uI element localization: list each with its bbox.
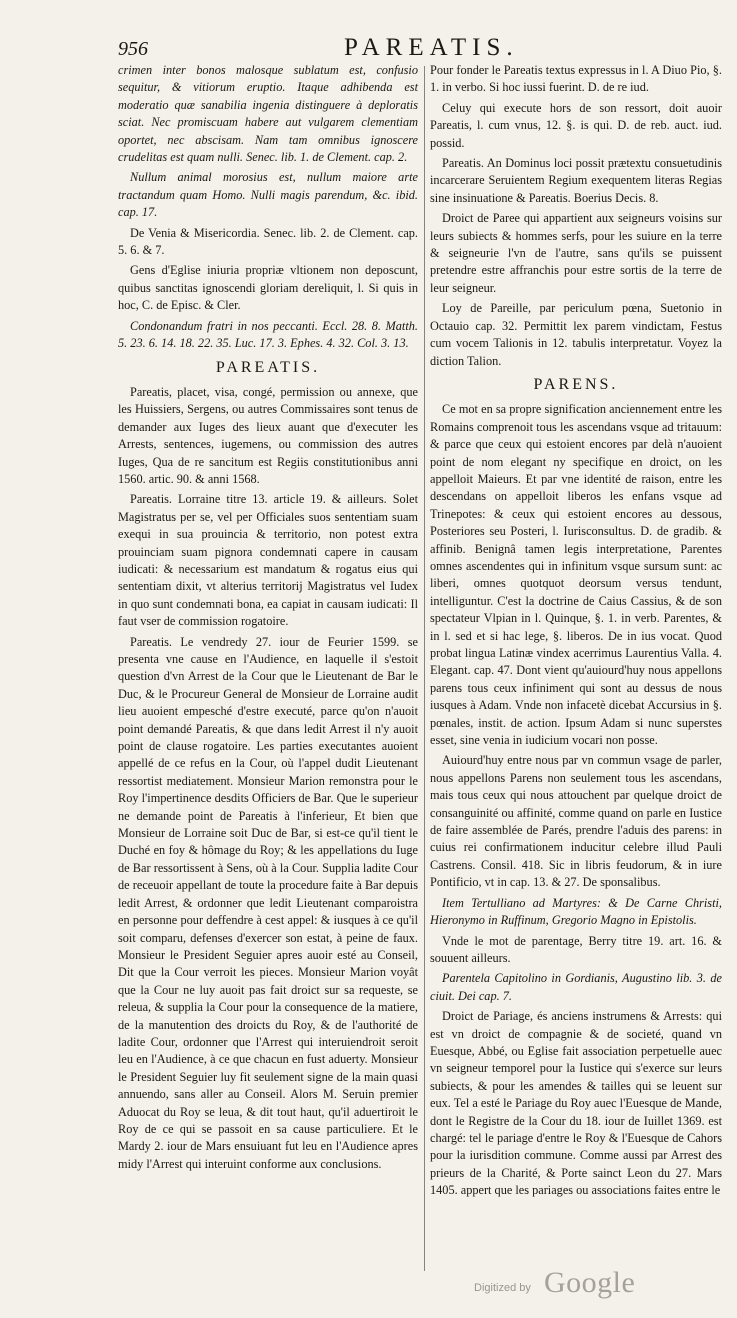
- page-number: 956: [118, 38, 148, 60]
- paragraph: Droict de Paree qui appartient aux seigneurs voisins sur leurs subiects & hommes serfs, pour les suiure en la terre & seigneurie l'vn de l'autre, sans qu'ils se puissent pretendre estre affranchis pour estre sortis de la terre de leur seigneur.: [430, 211, 722, 295]
- paragraph: Nullum animal morosius est, nullum maiore arte tractandum quam Homo. Nulli magis parendum, &c. ibid. cap. 17.: [118, 170, 418, 220]
- paragraph: Pour fonder le Pareatis textus expressus in l. A Diuo Pio, §. 1. in verbo. Si hoc iussi fuerint. D. de re iud.: [430, 63, 722, 95]
- paragraph: Droict de Pariage, és anciens instrumens & Arrests: qui est vn droict de compagnie & de societé, quand vn Euesque, Abbé, ou Eglise fait association perpetuelle auec vn seigneur temporel pour la Iustice qui s'exerce sur leurs subiects, & pour les amendes & tailles qui se leuent sur eux. Tel a esté le Pariage du Roy auec l'Euesque de Mande, dont le Registre de la Cour du 18. iour de Iuillet 1369. est chargé: tel le pariage d'entre le Roy & l'Euesque de Cahors pour la iurisdition commune. Comme aussi par Arrest des prieurs de la Charité, & Porte sainct Leon du 27. Mars 1405. appert que les pariages ou associations faites entre le: [430, 1009, 722, 1198]
- paragraph: Pareatis. Lorraine titre 13. article 19. & ailleurs. Solet Magistratus per se, vel per Officiales suos sententiam suam exequi in sua prouincia & territorio, non potest extra prouinciam suam pignora condemnati capere in causam iudicati: & necessarium est mandatum & rogatus eius qui sententiam dixit, vt alterius territorij Magistratus vel Iudex in quo sunt condemnati bona, ea capiat in causam iudicati: Il faut vser de commission rogatoire.: [118, 492, 418, 629]
- paragraph: Celuy qui execute hors de son ressort, doit auoir Pareatis, l. cum vnus, 12. §. is qui. D. de reb. auct. iud. possid.: [430, 100, 722, 150]
- paragraph: Vnde le mot de parentage, Berry titre 19. art. 16. & souuent ailleurs.: [430, 933, 722, 965]
- paragraph: Pareatis. An Dominus loci possit prætextu consuetudinis incarcerare Seruientem Regium exequentem literas Regias sine insinuatione & Pareatis. Boerius Decis. 8.: [430, 156, 722, 205]
- paragraph: Condonandum fratri in nos peccanti. Eccl. 28. 8. Matth. 5. 23. 6. 14. 18. 22. 35. Luc. 17. 3. Ephes. 4. 32. Col. 3. 13.: [118, 318, 418, 351]
- section-heading-pareatis: PAREATIS.: [215, 358, 321, 376]
- left-column: [118, 62, 418, 1176]
- paragraph: Parentela Capitolino in Gordianis, Augustino lib. 3. de ciuit. Dei cap. 7.: [430, 971, 722, 1003]
- paragraph: Loy de Pareille, par periculum pœna, Suetonio in Octauio cap. 32. Permittit lex parem vindictam, Festus cum vocem Talionis in 12. tabulis interpretatur. Voyez la diction Talion.: [430, 301, 722, 368]
- digitization-watermark: [474, 1268, 724, 1302]
- watermark-digitized-text: Digitized by: [474, 1282, 531, 1294]
- paragraph: Gens d'Eglise iniuria propriæ vltionem non deposcunt, quibus sanctitas ignoscendi gloriam dereliquit, l. Si quis in hoc, C. de Episc. & Cler.: [118, 263, 418, 313]
- google-logo: Google: [544, 1266, 636, 1299]
- page-header: [118, 34, 718, 64]
- paragraph: Pareatis, placet, visa, congé, permission ou annexe, que les Huissiers, Sergens, ou autres Commissaires sont tenus de demander aux Iuges des lieux auant que d'executer les Arrests, sentences, iugemens, ou commission des autres Iuges, Qua de re sancitum est Regiis constitutionibus anni 1560. artic. 90. & anni 1568.: [118, 384, 418, 486]
- column-divider: [424, 66, 425, 1271]
- paragraph: Pareatis. Le vendredy 27. iour de Feurier 1599. se presenta vne cause en l'Audience, en laquelle il s'estoit question d'vn Arrest de la Cour que le Lieutenant de Bar le Duc, & le Procureur General de Monsieur de Lorraine audit lieu auoient empesché d'estre executé, parce qu'on n'auoit point demandé Pareatis, & que dans ledit Arrest il n'y auoit point de clause rogatoire. Les parties executantes auoient appellé de ce refus en la Cour, où l'appel dudit Lieutenant ressortist mediatement. Monsieur Marion remonstra pour le Roy l'impertinence desdits Officiers de Bar. Que le superieur ne demande point de Pareatis à l'inferieur, Et bien que Monsieur de Lorraine soit Duc de Bar, si est-ce qu'il tient le Duché en foy & hômage du Roy; & les appellations du Iuge de Bar ressortissent à Sens, où à la Cour. Supplia ladite Cour de receuoir appellant de toute la procedure faite à Bar depuis ledit Arrest, & ordonner que ledit Lieutenant comparoistra en personne pour deffendre à cest appel: & iusques à ce qu'il soit comparu, defenses d'exercer son estat, à peine de faux. Monsieur le President Seguier apres auoir esté au Conseil, Dit que la Cour verroit les pieces. Monsieur Marion voyât que la Cour ne luy auoit pas fait droict sur sa requeste, se releua, & supplia la Cour pour la consequence de la matiere, de la manutention des droicts du Roy, & de l'authorité de ladite Cour, ordonner que l'Arrest qui interuiendroit seroit leu en l'Audience, à ce que chacun en fust aduerty. Monsieur le President Seguier luy fit seulement signe de la main quasi annuendo, sans aller au Conseil. Alors M. Seruin premier Aduocat du Roy se leua, & dit tout haut, qu'il aduertiroit le Roy de ce qui se passoit en sa cause particuliere. Et le Mardy 2. iour de Mars ensuiuant fut leu en l'Audience apres midy l'Arrest qui interuint conforme aux conclusions.: [118, 634, 418, 1171]
- paragraph: Auiourd'huy entre nous par vn commun vsage de parler, nous appellons Parens non seulement tous les ascendans, mais tous ceux qui nous attouchent par quelque droict de consanguinité ou affinité, comme quand on parle en Iustice de faire assemblée de Parés, prendre l'aduis des parens: in cuius rei confirmationem inducitur celebre illud Pauli Castrens. Consil. 418. Sic in libris feudorum, & in iure Pontificio, vt in cap. 13. & 27. De sponsalibus.: [430, 753, 722, 890]
- section-heading-parens: PARENS.: [533, 375, 619, 393]
- paragraph: De Venia & Misericordia. Senec. lib. 2. de Clement. cap. 5. 6. & 7.: [118, 225, 418, 258]
- right-column: [430, 62, 722, 1203]
- paragraph: Ce mot en sa propre signification anciennement entre les Romains comprenoit tous les ascendans vsque ad tritauum: & parce que ceux qui estoient encores par delà n'auoient point de nom elegant ny specifique en droict, on les appelloit Maieurs. Et par vne identité de raison, entre les descendans on appelloit liberos les enfans vsque ad Trinepotes: & ceux qui estoient encores au dessous, Posteriores seu Posteri, l. Iurisconsultus. D. de gradib. & affinib. Benignâ tamen legis interpretatione, Parentes omnes ascendentes qui in infinitum vsque sursum sunt: ac liberi, omnes quotquot deorsum versus tendunt, intelliguntur. C'est la doctrine de Caius Cassius, & de son spectateur Vlpian in l. Quinque, §. 1. in verb. Parentes, & in l. sed et si hac lege, §. liberos. De in ius vocat. Quod probat lingua Latinæ vindex acerrimus Laurentius Valla. 4. Elegant. cap. 47. Dont vient qu'auiourd'huy nous appellons parens tous ceux infiniment qui sont au dessus de nous iusques à Adam. Vnde non infacetè dicebat Accursius in §. pœnales, instit. de action. Ipsum Adam si nunc superstes esset, sine venia in iudicium vocari non posse.: [430, 402, 722, 748]
- paragraph: Item Tertulliano ad Martyres: & De Carne Christi, Hieronymo in Ruffinum, Gregorio Magno in Epistolis.: [430, 895, 722, 928]
- running-head: PAREATIS.: [344, 34, 519, 61]
- paragraph: crimen inter bonos malosque sublatum est, confusio sequitur, & vitiorum eruptio. Itaque adhibenda est moderatio quæ sanabilia ingenia distinguere à deploratis sciat. Nec promiscuam habere aut vulgarem clementiam oportet, nec abscisam. Nam tam omnibus ignoscere crudelitas est quam nulli. Senec. lib. 1. de Clement. cap. 2.: [118, 63, 418, 165]
